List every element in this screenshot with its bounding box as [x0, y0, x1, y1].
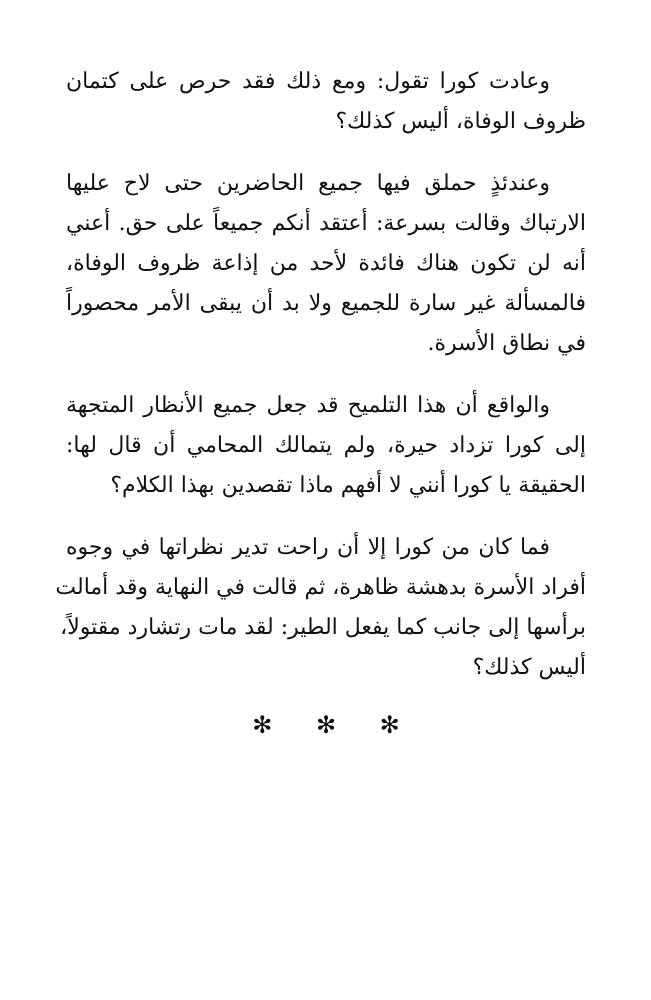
paragraph-1	[66, 62, 586, 142]
section-separator: ✻ ✻ ✻	[252, 711, 418, 739]
page-body	[55, 62, 586, 740]
paragraph-2	[66, 164, 586, 364]
text-line: أفراد الأسرة بدهشة ظاهرة، ثم قالت في النهاية وقد أمالت	[55, 575, 586, 600]
text-line: فالمسألة غير سارة للجميع ولا بد أن يبقى الأمر محصوراً	[66, 291, 586, 316]
text-line: برأسها إلى جانب كما يفعل الطير: لقد مات رتشارد مقتولاً،	[60, 615, 586, 640]
text-line: في نطاق الأسرة.	[427, 331, 586, 356]
text-line: الحقيقة يا كورا أنني لا أفهم ماذا تقصدين بهذا الكلام؟	[110, 473, 586, 498]
text-line: أليس كذلك؟	[472, 655, 586, 680]
text-line: وعادت كورا تقول: ومع ذلك فقد حرص على كتمان	[66, 69, 550, 94]
text-line: وعندئذٍ حملق فيها جميع الحاضرين حتى لاح عليها	[66, 171, 550, 196]
text-line: فما كان من كورا إلا أن راحت تدير نظراتها في وجوه	[66, 535, 550, 560]
paragraph-3	[66, 386, 586, 506]
text-line: ظروف الوفاة، أليس كذلك؟	[335, 109, 586, 134]
text-line: أنه لن تكون هناك فائدة لأحد من إذاعة ظروف الوفاة،	[66, 251, 586, 276]
text-line: إلى كورا تزداد حيرة، ولم يتمالك المحامي أن قال لها:	[66, 433, 586, 458]
text-line: والواقع أن هذا التلميح قد جعل جميع الأنظار المتجهة	[66, 393, 550, 418]
text-line: الارتباك وقالت بسرعة: أعتقد أنكم جميعاً على حق. أعني	[66, 211, 586, 236]
paragraph-4	[55, 528, 586, 688]
